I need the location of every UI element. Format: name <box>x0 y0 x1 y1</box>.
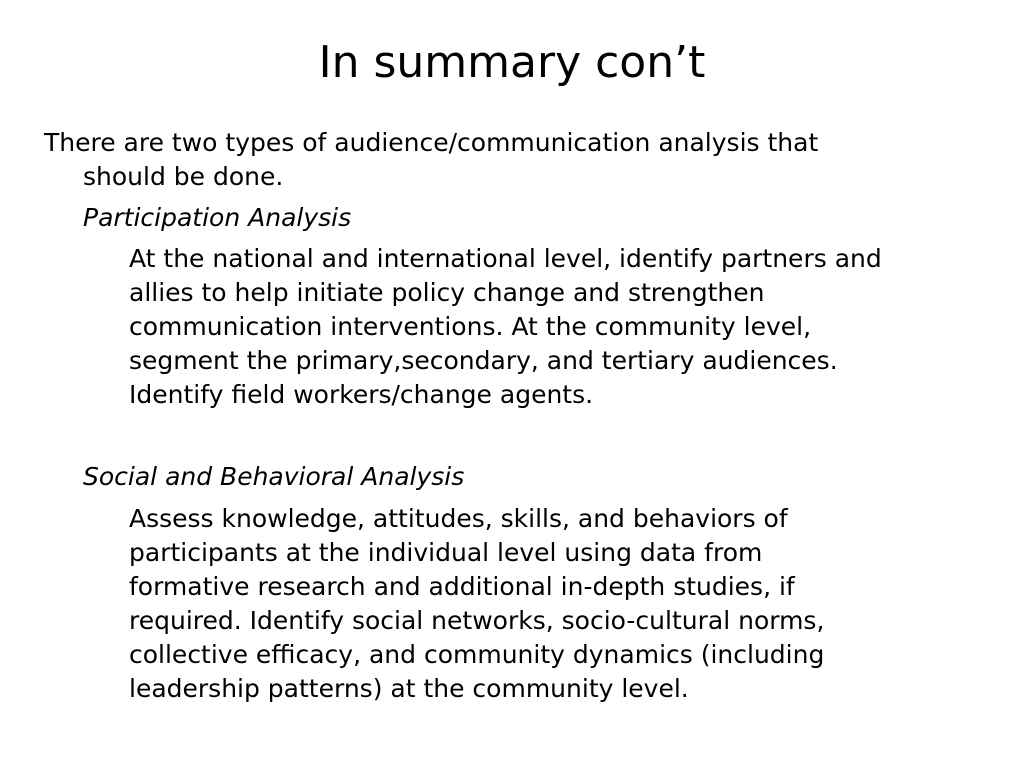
text-line: leadership patterns) at the community level. <box>129 674 689 703</box>
text-line: formative research and additional in-depth studies, if <box>129 572 795 601</box>
social-behavioral-analysis-heading: Social and Behavioral Analysis <box>83 462 465 491</box>
text-line: collective efficacy, and community dynamics (including <box>129 640 825 669</box>
text-line: participants at the individual level using data from <box>129 538 763 567</box>
intro-paragraph <box>44 126 984 194</box>
text-line: required. Identify social networks, socio-cultural norms, <box>129 606 825 635</box>
social-behavioral-analysis-text <box>129 502 1009 706</box>
participation-analysis-text <box>129 242 1009 412</box>
intro-line: There are two types of audience/communication analysis that <box>44 128 819 157</box>
text-line: allies to help initiate policy change and strengthen <box>129 278 765 307</box>
text-line: At the national and international level, identify partners and <box>129 244 882 273</box>
slide-title: In summary con’t <box>318 37 706 88</box>
text-line: segment the primary,secondary, and tertiary audiences. <box>129 346 838 375</box>
participation-analysis-heading: Participation Analysis <box>83 203 352 232</box>
text-line: Identify field workers/change agents. <box>129 380 594 409</box>
text-line: Assess knowledge, attitudes, skills, and behaviors of <box>129 504 788 533</box>
text-line: communication interventions. At the community level, <box>129 312 812 341</box>
intro-line: should be done. <box>83 162 284 191</box>
